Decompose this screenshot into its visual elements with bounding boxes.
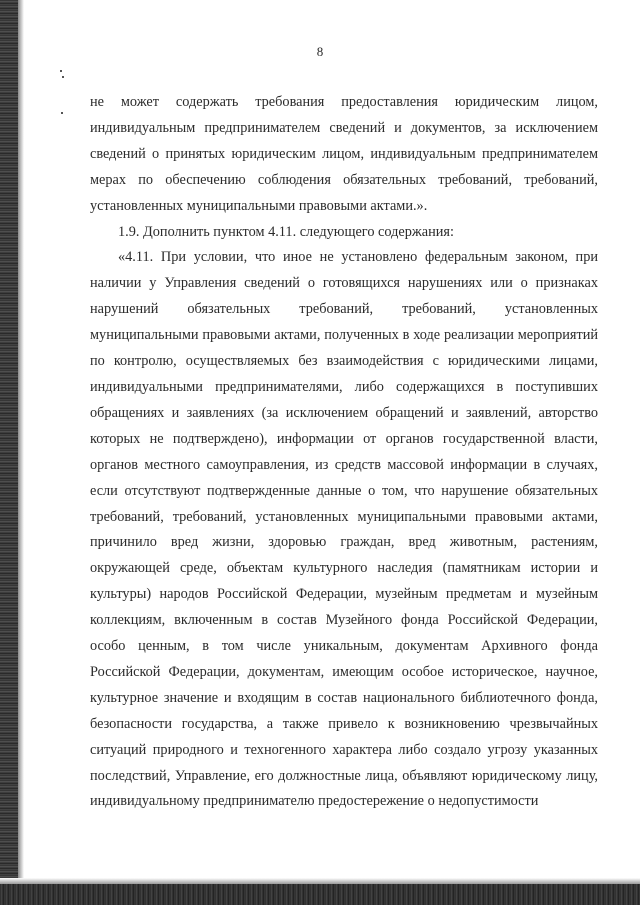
paragraph-item-1-9: 1.9. Дополнить пунктом 4.11. следующего содержания: xyxy=(118,223,454,240)
page-number: 8 xyxy=(316,44,324,59)
scan-speck xyxy=(61,112,63,114)
scan-left-edge-shadow xyxy=(18,0,24,905)
scan-bottom-edge xyxy=(0,884,640,905)
document-body xyxy=(90,90,598,815)
scan-speck xyxy=(60,70,62,72)
scan-speck xyxy=(62,76,64,78)
paragraph-continuation: не может содержать требования предоставления юридическим лицом, индивидуальным предпринимателем сведений и документов, за исключением сведений о принятых юридическим лицом, индивидуальным предпринимателем мерах по обеспечению соблюдения обязательных требований, требований, установленных муниципальными правовыми актами.». xyxy=(90,94,598,214)
paragraph-item-4-11: «4.11. При условии, что иное не установлено федеральным законом, при наличии у Управления сведений о готовящихся нарушениях или о признаках нарушений обязательных требований, требований, установленных муниципальными правовыми актами, полученных в ходе реализации мероприятий по контролю, осуществляемых без взаимодействия с юридическими лицами, индивидуальными предпринимателями, либо содержащихся в поступивших обращениях и заявлениях (за исключением обращений и заявлений, авторство которых не подтверждено), информации от органов государственной власти, органов местного самоуправления, из средств массовой информации в случаях, если отсутствуют подтвержденные данные о том, что нарушение обязательных требований, требований, установленных муниципальными правовыми актами, причинило вред жизни, здоровью граждан, вред животным, растениям, окружающей среде, объектам культурного наследия (памятникам истории и культуры) народов Российской Федерации, музейным предметам и музейным коллекциям, включенным в состав Музейного фонда Российской Федерации, особо ценным, в том числе уникальным, документам Архивного фонда Российской Федерации, документам, имеющим особое историческое, научное, культурное значение и входящим в состав национального библиотечного фонда, безопасности государства, а также привело к возникновению чрезвычайных ситуаций природного и техногенного характера либо создало угрозу указанных последствий, Управление, его должностные лица, объявляют юридическому лицу, индивидуальному предпринимателю предостережение о недопустимости xyxy=(90,249,598,810)
scan-left-edge xyxy=(0,0,18,905)
